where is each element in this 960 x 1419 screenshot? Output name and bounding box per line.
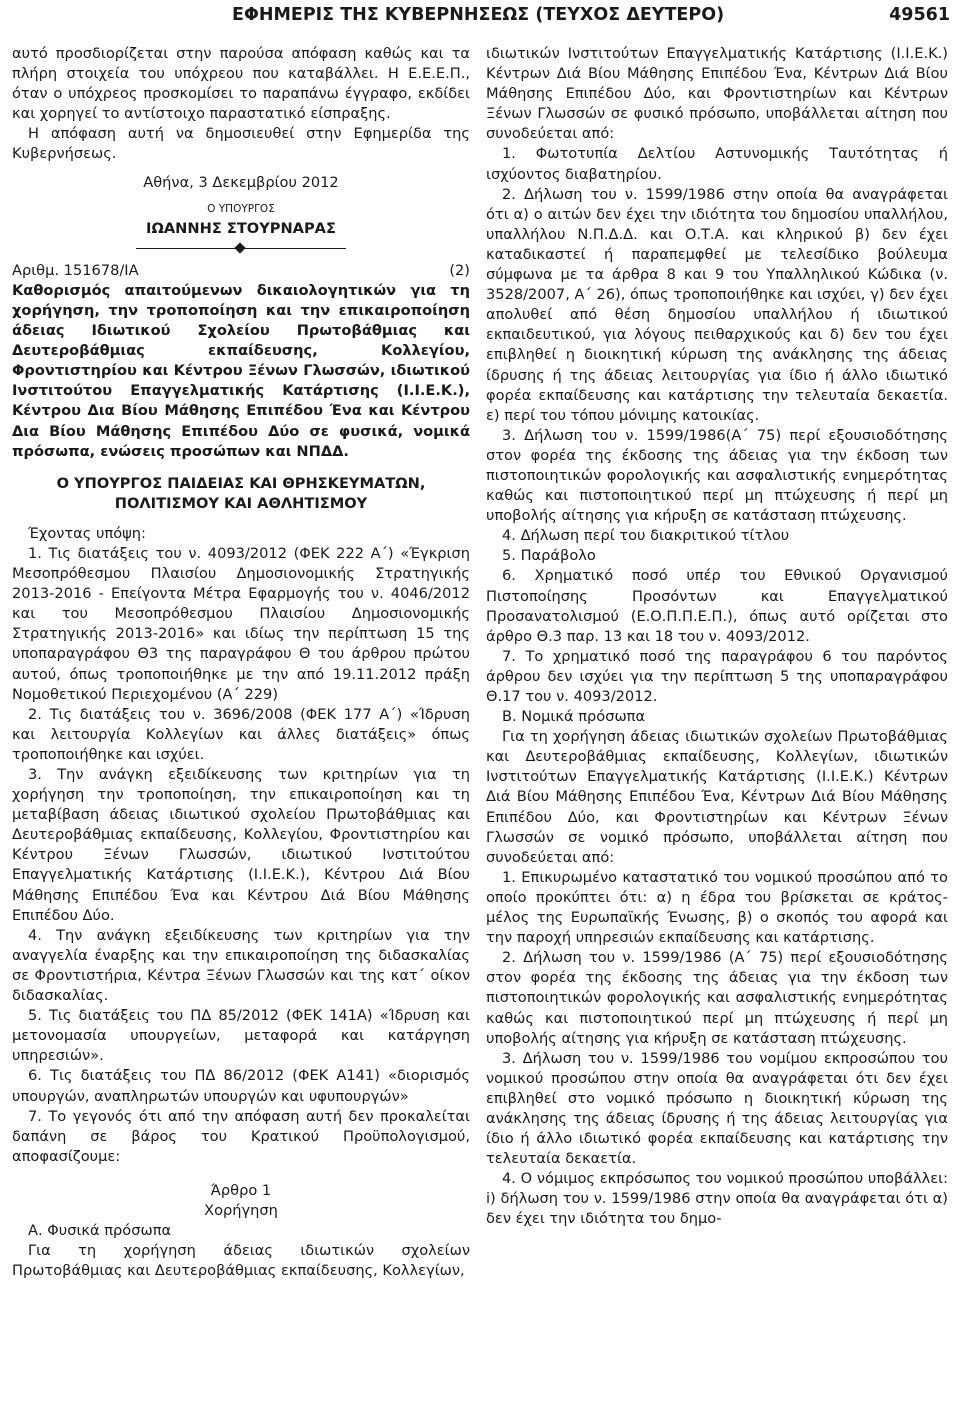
decision-index: (2) [449,261,470,279]
section-a-intro: Για τη χορήγηση άδειας ιδιωτικών σχολείων Πρωτοβάθμιας και Δευτεροβάθμιας εκπαίδευσης, Κολλεγίων, [12,1242,470,1280]
ministry-heading [12,474,470,514]
recital-item: 7. Το γεγονός ότι από την απόφαση αυτή δεν προκαλείται δαπάνη σε βάρος του Κρατικού Προϋπολογισμού, αποφασίζουμε: [12,1107,470,1165]
recital-item: 3. Την ανάγκη εξειδίκευσης των κριτηρίων για τη χορήγηση την τροποποίηση, την επικαιροποίηση και τη μεταβίβαση άδειας ιδιωτικού σχολείου Πρωτοβάθμιας και Δευτεροβάθμιας εκπαίδευσης, Κολλεγίου, Φροντιστηρίου και Κέντρου Ξένων Γλωσσών, ιδιωτικού Ινστιτούτου Επαγγελματικής Κατάρτισης (Ι.Ι.Ε.Κ.), Κέντρου Διά Βίου Μάθησης Επιπέδου Ένα και Κέντρου Διά Βίου Μάθησης Επιπέδου Δύο. [12,766,470,924]
minister-name: ΙΩΑΝΝΗΣ ΣΤΟΥΡΝΑΡΑΣ [146,219,336,237]
minister-role: Ο ΥΠΟΥΡΓΟΣ [207,202,275,215]
gazette-title: ΕΦΗΜΕΡΙΣ ΤΗΣ ΚΥΒΕΡΝΗΣΕΩΣ (ΤΕΥΧΟΣ ΔΕΥΤΕΡΟ) [232,5,725,25]
right-column [486,44,948,1230]
requirement-item: 6. Χρηματικό ποσό υπέρ του Εθνικού Οργανισμού Πιστοποίησης Προσόντων και Επαγγελματικού Προσανατολισμού (Ε.Ο.Π.Π.Ε.Π.), όπως αυτό ορίζεται στο άρθρο Θ.3 παρ. 13 και 18 του ν. 4093/2012. [486,567,948,645]
publish-paragraph: Η απόφαση αυτή να δημοσιευθεί στην Εφημερίδα της Κυβερνήσεως. [12,125,470,163]
having-regard: Έχοντας υπόψη: [28,524,146,542]
decision-title: Καθορισμός απαιτούμενων δικαιολογητικών για τη χορήγηση, την τροποποίηση και την επικαιροποίηση άδειας Ιδιωτικού Σχολείου Πρωτοβάθμιας και Δευτεροβάθμιας εκπαίδευσης, Κολλεγίου, Φροντιστηρίου και Κέντρου Ξένων Γλωσσών, ιδιωτικού Ινστιτούτου Επαγγελματικής Κατάρτισης (Ι.Ι.Ε.Κ.), Κέντρου Δια Βίου Μάθησης Επιπέδου Ένα και Κέντρου Δια Βίου Μάθησης Επιπέδου Δύο σε φυσικά, νομικά πρόσωπα, ενώσεις προσώπων και ΝΠΔΔ. [12,281,470,460]
requirement-item: 3. Δήλωση του ν. 1599/1986(Α΄ 75) περί εξουσιοδότησης στον φορέα της έκδοσης της άδειας για την έκδοση των πιστοποιητικών φορολογικής και ασφαλιστικής ενημερότητας καθώς και πιστοποιητικού περί μη πτώχευσης ή περί μη υποβολής αίτησης για κήρυξη σε κατάσταση πτώχευσης. [486,426,948,525]
legal-entity-item: 4. Ο νόμιμος εκπρόσωπος του νομικού προσώπου υποβάλλει: i) δήλωση του ν. 1599/1986 στην οποία θα αναγράφεται ότι α) δεν έχει την ιδιότητα του δημο- [486,1170,948,1228]
decision-header [12,261,470,281]
article-title: Χορήγηση [204,1201,278,1219]
page-header [0,0,960,34]
recital-item: 4. Την ανάγκη εξειδίκευσης των κριτηρίων για την αναγγελία έναρξης και την επικαιροποίηση της διδασκαλίας σε Φροντιστήρια, Κέντρα Ξένων Γλωσσών και της κατ΄ οίκον διδασκαλίας. [12,926,470,1005]
legal-entity-item: 2. Δήλωση του ν. 1599/1986 (Α΄ 75) περί εξουσιοδότησης στον φορέα της έκδοσης της άδειας για την έκδοση των πιστοποιητικών φορολογικής και ασφαλιστικής ενημερότητας καθώς και πιστοποιητικού περί μη πτώχευσης ή περί μη υποβολής αίτησης για κήρυξη σε κατάσταση πτώχευσης. [486,949,948,1047]
section-a-heading: Α. Φυσικά πρόσωπα [28,1222,172,1240]
legal-entity-item: 3. Δήλωση του ν. 1599/1986 του νομίμου εκπροσώπου του νομικού προσώπου στην οποία θα αναγράφεται ότι δεν έχει επιβληθεί στο νομικό πρόσωπο η διοικητική κύρωση της ανάκλησης της άδειας ίδρυσης ή της άδειας λειτουργίας για ίδιο ή άλλο ιδιωτικό φορέα εκπαίδευσης και κατάρτισης την τελευταία δεκαετία. [486,1049,948,1168]
legal-entity-item: 1. Επικυρωμένο καταστατικό του νομικού προσώπου από το οποίο προκύπτει ότι: α) η έδρα του βρίσκεται σε κράτος-μέλος της Ευρωπαϊκής Ένωσης, β) ο σκοπός του αφορά και την παροχή υπηρεσιών εκπαίδευσης και κατάρτισης. [486,868,948,947]
diamond-icon [234,242,245,253]
section-b-heading: Β. Νομικά πρόσωπα [502,708,646,726]
requirement-item: 4. Δήλωση περί του διακριτικού τίτλου [502,527,790,545]
intro-paragraph: αυτό προσδιορίζεται στην παρούσα απόφαση καθώς και τα πλήρη στοιχεία του υπόχρεου που καταβάλλει. Η Ε.Ε.Ε.Π., όταν ο υπόχρεος προσκομίσει το παραπάνω έγγραφο, εκδίδει και χορηγεί το αντίστοιχο παραστατικό είσπραξης. [12,45,470,123]
ministry-line-2: ΠΟΛΙΤΙΣΜΟΥ ΚΑΙ ΑΘΛΗΤΙΣΜΟΥ [114,494,368,512]
page-number: 49561 [889,5,950,25]
continued-paragraph: ιδιωτικών Ινστιτούτων Επαγγελματικής Κατάρτισης (Ι.Ι.Ε.Κ.) Κέντρων Διά Βίου Μάθησης Επιπέδου Ένα, Κέντρων Διά Βίου Μάθησης Επιπέδου Δύο, και Φροντιστηρίων και Κέντρων Ξένων Γλωσσών σε φυσικό πρόσωπο, υποβάλλεται αίτηση που συνοδεύεται από: [486,45,948,143]
requirement-item: 5. Παράβολο [502,547,596,565]
left-column [12,44,470,1281]
ministry-line-1: Ο ΥΠΟΥΡΓΟΣ ΠΑΙΔΕΙΑΣ ΚΑΙ ΘΡΗΣΚΕΥΜΑΤΩΝ, [56,474,426,492]
article-number: Άρθρο 1 [210,1181,272,1199]
requirement-item: 1. Φωτοτυπία Δελτίου Αστυνομικής Ταυτότητας ή ισχύοντος διαβατηρίου. [486,145,948,183]
recital-item: 6. Τις διατάξεις του ΠΔ 86/2012 (ΦΕΚ Α141) «διορισμός υπουργών, αναπληρωτών υπουργών και υφυπουργών» [12,1067,470,1105]
place-date: Αθήνα, 3 Δεκεμβρίου 2012 [143,173,339,191]
recital-item: 5. Τις διατάξεις του ΠΔ 85/2012 (ΦΕΚ 141Α) «Ίδρυση και μετονομασία υπουργείων, μεταφορά και κατάργηση υπηρεσιών». [12,1007,470,1065]
section-b-intro: Για τη χορήγηση άδειας ιδιωτικών σχολείων Πρωτοβάθμιας και Δευτεροβάθμιας εκπαίδευσης, Κολλεγίων, ιδιωτικών Ινστιτούτων Επαγγελματικής Κατάρτισης (Ι.Ι.Ε.Κ.) Κέντρων Διά Βίου Μάθησης Επιπέδου Ένα, Κέντρων Διά Βίου Μάθησης Επιπέδου Δύο, και Φροντιστηρίων και Κέντρων Ξένων Γλωσσών σε νομικό πρόσωπο, υποβάλλεται αίτηση που συνοδεύεται από: [486,728,948,866]
recital-item: 1. Τις διατάξεις του ν. 4093/2012 (ΦΕΚ 222 Α΄) «Έγκριση Μεσοπρόθεσμου Πλαισίου Δημοσιονομικής Στρατηγικής 2013-2016 - Επείγοντα Μέτρα Εφαρμογής του ν. 4046/2012 και του Μεσοπρόθεσμου Πλαισίου Δημοσιονομικής Στρατηγικής 2013-2016» και ιδίως την περίπτωση 15 της υποπαραγράφου Θ3 της παραγράφου Θ του άρθρου πρώτου αυτού, όπως τροποποιήθηκε με την από 19.11.2012 πράξη Νομοθετικού Περιεχομένου (Α΄ 229) [12,544,470,703]
decision-number: Αριθμ. 151678/ΙΑ [12,261,139,279]
spacer [12,1167,470,1181]
requirement-item: 2. Δήλωση του ν. 1599/1986 στην οποία θα αναγράφεται ότι α) ο αιτών δεν έχει την ιδιότητα του δημοσίου υπαλλήλου, υπαλλήλου Ν.Π.Δ.Δ. και Ο.Τ.Α. και κληρικού β) δεν έχει καταδικαστεί ή παραπεμφθεί με τελεσίδικο βούλευμα σύμφωνα με τα άρθρα 8 και 9 του Υπαλληλικού Κώδικα (ν. 3528/2007, Α΄ 26), όπως τροποποιήθηκε και ισχύει, γ) δεν έχει απολυθεί από θέση δημοσίου υπαλλήλου ή ιδιωτικού εκπαιδευτικού, για λόγους πειθαρχικούς και δ) δεν του έχει επιβληθεί η διοικητική κύρωση της ανάκλησης της άδειας ίδρυσης ή της άδειας λειτουργίας για ίδιο ή άλλο ιδιωτικό φορέα εκπαίδευσης και κατάρτισης την τελευταία δεκαετία. ε) περί του τόπου μόνιμης κατοικίας. [486,185,948,424]
recital-item: 2. Τις διατάξεις του ν. 3696/2008 (ΦΕΚ 177 Α΄) «Ίδρυση και λειτουργία Κολλεγίων και άλλες διατάξεις» όπως τροποποιήθηκε και ισχύει. [12,705,470,763]
section-divider [136,243,346,255]
requirement-item: 7. Το χρηματικό ποσό της παραγράφου 6 του παρόντος άρθρου δεν ισχύει για την περίπτωση 5 της υποπαραγράφου Θ.17 του ν. 4093/2012. [486,647,948,705]
